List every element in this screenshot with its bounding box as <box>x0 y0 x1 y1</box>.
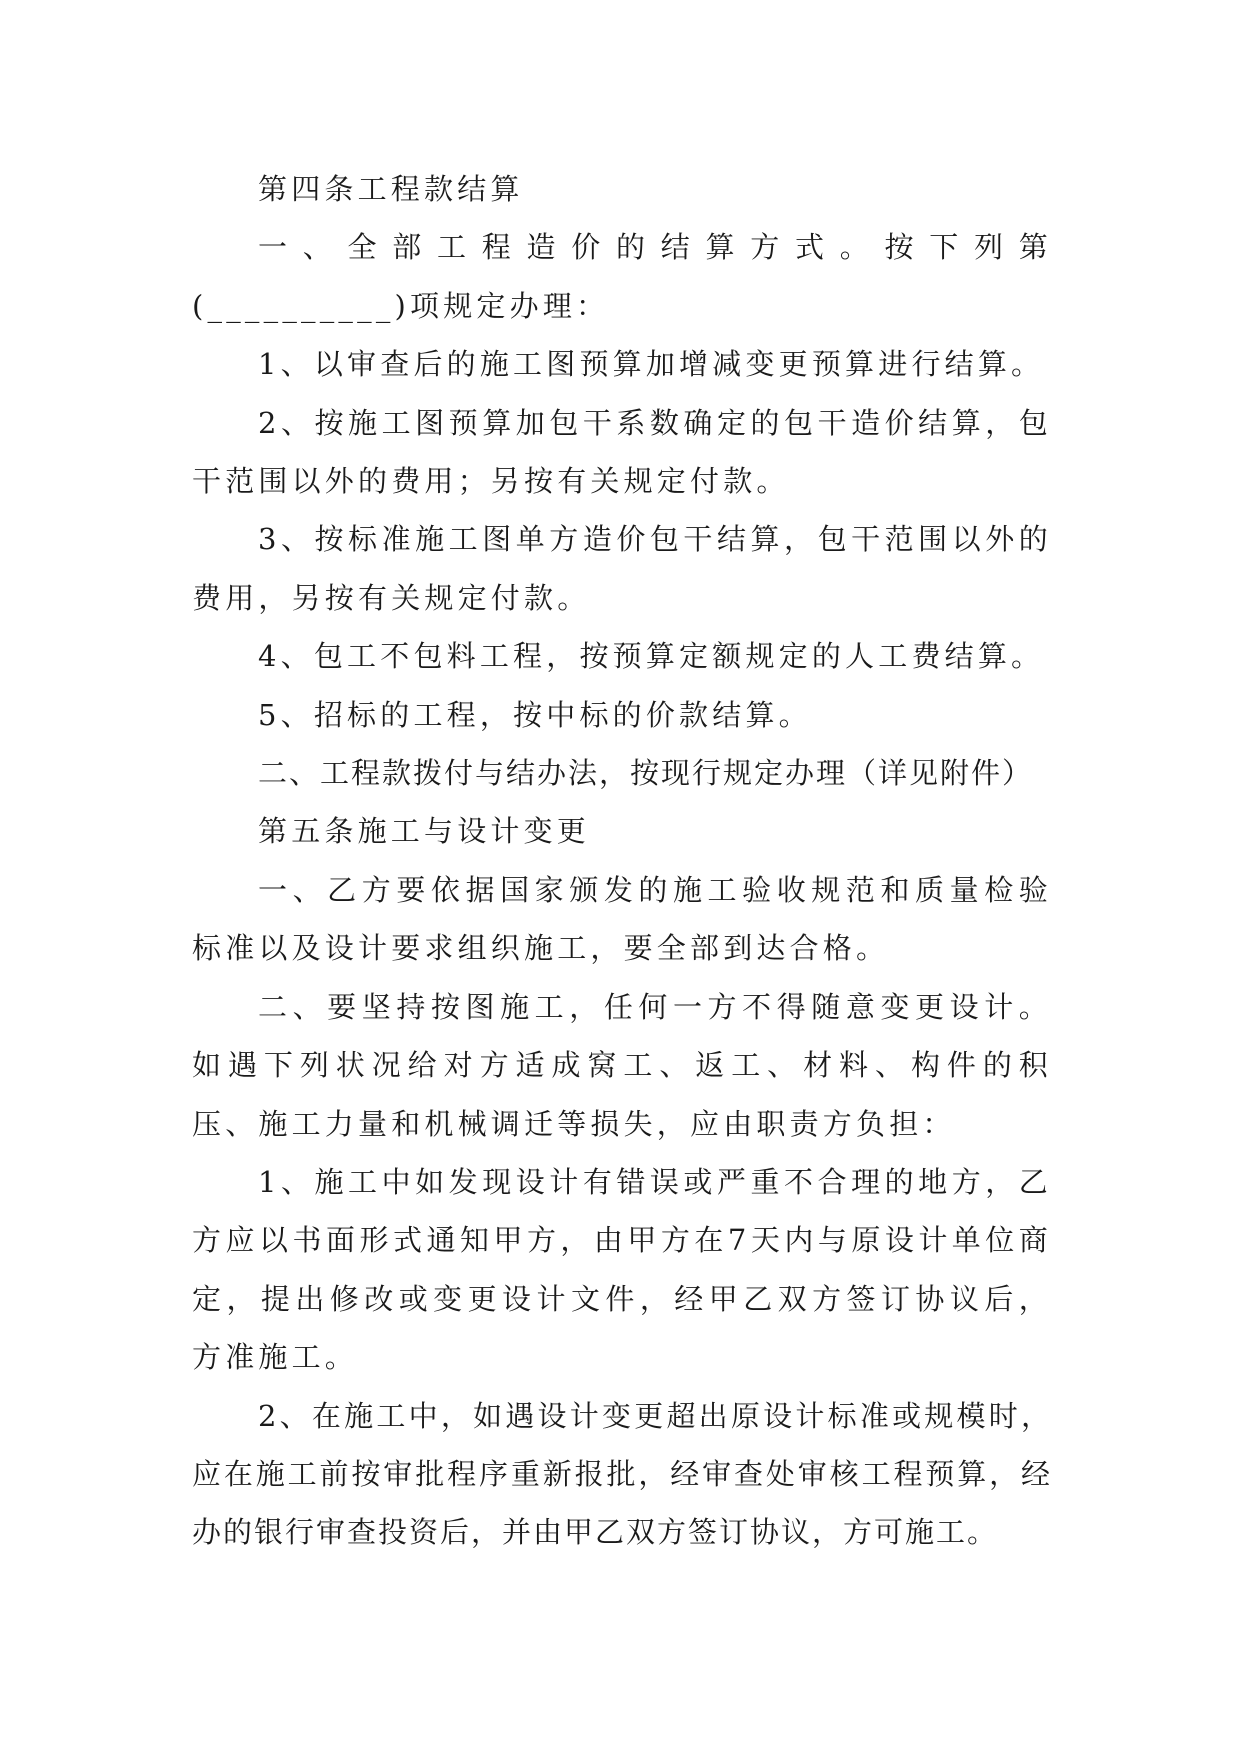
paragraph: 4、包工不包料工程，按预算定额规定的人工费结算。 <box>258 639 1045 674</box>
paragraph: 1、以审查后的施工图预算加增减变更预算进行结算。 <box>258 347 1045 382</box>
paragraph: 一、全部工程造价的结算方式。按下列第(__________)项规定办理： <box>192 230 1052 323</box>
paragraph: 5、招标的工程，按中标的价款结算。 <box>258 697 812 732</box>
article-4-heading: 第四条工程款结算 <box>258 172 524 206</box>
paragraph: 一、乙方要依据国家颁发的施工验收规范和质量检验标准以及设计要求组织施工，要全部到达合格。 <box>192 872 1052 966</box>
paragraph: 2、按施工图预算加包干系数确定的包干造价结算，包干范围以外的费用；另按有关规定付款。 <box>192 405 1052 499</box>
article-5-heading: 第五条施工与设计变更 <box>258 814 591 849</box>
paragraph: 二、工程款拨付与结办法，按现行规定办理（详见附件） <box>258 756 1034 791</box>
paragraph: 2、在施工中，如遇设计变更超出原设计标准或规模时，应在施工前按审批程序重新报批，经审查处审核工程预算，经办的银行审查投资后，并由甲乙双方签订协议，方可施工。 <box>192 1398 1052 1550</box>
paragraph: 3、按标准施工图单方造价包干结算，包干范围以外的费用，另按有关规定付款。 <box>192 522 1052 615</box>
document-body <box>192 160 1052 1562</box>
paragraph: 二、要坚持按图施工，任何一方不得随意变更设计。如遇下列状况给对方适成窝工、返工、材料、构件的积压、施工力量和机械调迁等损失，应由职责方负担： <box>192 989 1052 1141</box>
paragraph: 1、施工中如发现设计有错误或严重不合理的地方，乙方应以书面形式通知甲方，由甲方在7天内与原设计单位商定，提出修改或变更设计文件，经甲乙双方签订协议后，方准施工。 <box>192 1164 1052 1375</box>
